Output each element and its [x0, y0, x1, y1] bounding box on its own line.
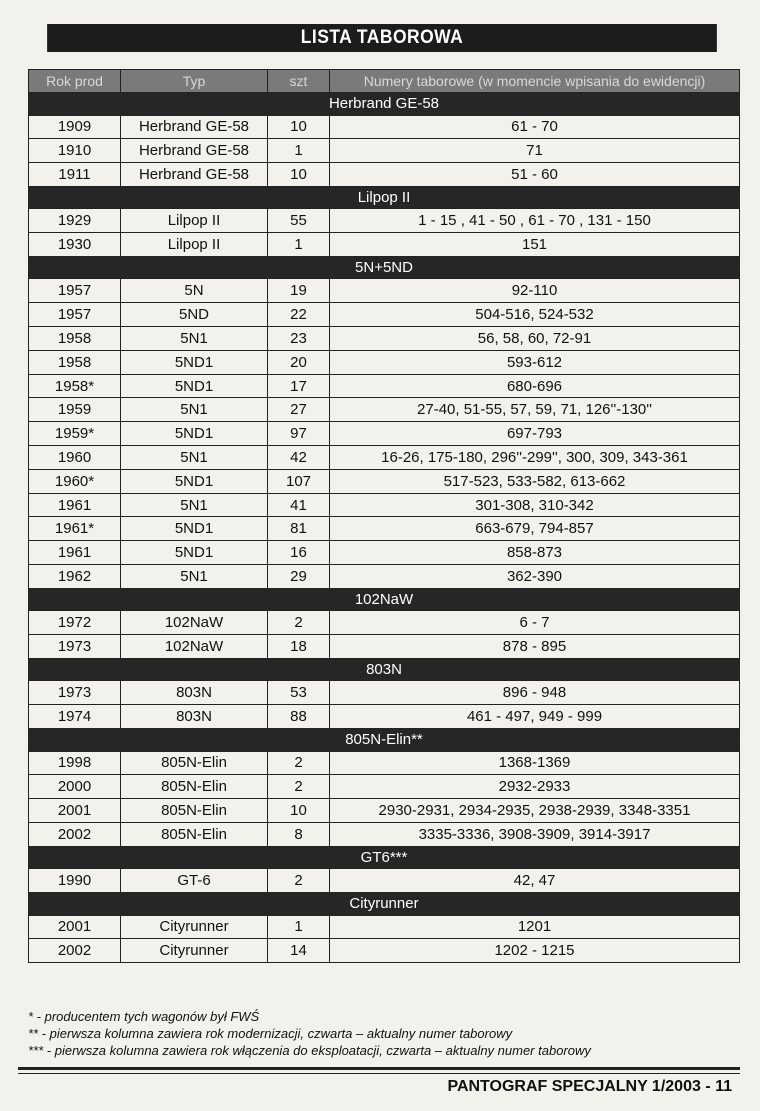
cell-count: 8 — [268, 822, 330, 846]
cell-count: 18 — [268, 635, 330, 659]
cell-numbers: 151 — [330, 233, 740, 257]
table-row — [29, 565, 740, 589]
cell-year: 1960 — [29, 446, 121, 470]
table-row — [29, 303, 740, 327]
cell-count: 22 — [268, 303, 330, 327]
group-title: Cityrunner — [29, 893, 740, 916]
cell-type: 102NaW — [121, 635, 268, 659]
table-row — [29, 327, 740, 351]
cell-year: 1959* — [29, 422, 121, 446]
cell-type: 803N — [121, 705, 268, 729]
group-title: GT6*** — [29, 846, 740, 869]
cell-type: 5N — [121, 279, 268, 303]
cell-type: 805N-Elin — [121, 822, 268, 846]
cell-type: 5N1 — [121, 398, 268, 422]
cell-type: 5N1 — [121, 493, 268, 517]
cell-numbers: 2930-2931, 2934-2935, 2938-2939, 3348-3351 — [330, 799, 740, 823]
cell-type: 102NaW — [121, 611, 268, 635]
roster-table — [28, 69, 740, 963]
cell-type: Lilpop II — [121, 233, 268, 257]
group-header-row — [29, 588, 740, 611]
cell-count: 88 — [268, 705, 330, 729]
cell-year: 1910 — [29, 139, 121, 163]
cell-year: 1930 — [29, 233, 121, 257]
cell-type: 5N1 — [121, 565, 268, 589]
group-header-row — [29, 658, 740, 681]
table-row — [29, 209, 740, 233]
table-row — [29, 422, 740, 446]
cell-year: 1973 — [29, 681, 121, 705]
cell-type: 5ND1 — [121, 517, 268, 541]
cell-count: 1 — [268, 915, 330, 939]
cell-count: 10 — [268, 163, 330, 187]
table-row — [29, 233, 740, 257]
header-row — [29, 70, 740, 93]
cell-numbers: 71 — [330, 139, 740, 163]
group-title: 803N — [29, 658, 740, 681]
footnotes — [28, 1008, 738, 1059]
cell-year: 1990 — [29, 869, 121, 893]
table-row — [29, 681, 740, 705]
cell-count: 16 — [268, 541, 330, 565]
cell-count: 42 — [268, 446, 330, 470]
cell-year: 2001 — [29, 799, 121, 823]
cell-type: 805N-Elin — [121, 799, 268, 823]
table-row — [29, 751, 740, 775]
page-footer: PANTOGRAF SPECJALNY 1/2003 - 11 — [447, 1078, 732, 1095]
cell-count: 41 — [268, 493, 330, 517]
cell-year: 1929 — [29, 209, 121, 233]
cell-numbers: 1202 - 1215 — [330, 939, 740, 963]
cell-count: 14 — [268, 939, 330, 963]
cell-count: 1 — [268, 233, 330, 257]
cell-year: 1961* — [29, 517, 121, 541]
cell-numbers: 896 - 948 — [330, 681, 740, 705]
cell-numbers: 697-793 — [330, 422, 740, 446]
group-title: 5N+5ND — [29, 256, 740, 279]
cell-year: 1973 — [29, 635, 121, 659]
cell-year: 1958* — [29, 374, 121, 398]
header-count: szt — [268, 70, 330, 93]
cell-type: 803N — [121, 681, 268, 705]
cell-numbers: 16-26, 175-180, 296''-299'', 300, 309, 343-361 — [330, 446, 740, 470]
cell-numbers: 517-523, 533-582, 613-662 — [330, 469, 740, 493]
cell-numbers: 51 - 60 — [330, 163, 740, 187]
footnote: * - producentem tych wagonów był FWŚ — [28, 1009, 260, 1024]
cell-year: 1974 — [29, 705, 121, 729]
cell-year: 1960* — [29, 469, 121, 493]
group-title: 102NaW — [29, 588, 740, 611]
cell-numbers: 3335-3336, 3908-3909, 3914-3917 — [330, 822, 740, 846]
table-row — [29, 541, 740, 565]
cell-year: 1962 — [29, 565, 121, 589]
cell-year: 1957 — [29, 279, 121, 303]
table-row — [29, 611, 740, 635]
group-header-row — [29, 893, 740, 916]
cell-numbers: 663-679, 794-857 — [330, 517, 740, 541]
table-row — [29, 398, 740, 422]
table-row — [29, 493, 740, 517]
cell-type: Herbrand GE-58 — [121, 163, 268, 187]
cell-type: 5ND1 — [121, 374, 268, 398]
cell-numbers: 1201 — [330, 915, 740, 939]
footnote: ** - pierwsza kolumna zawiera rok modernizacji, czwarta – aktualny numer taborowy — [28, 1026, 513, 1041]
cell-numbers: 92-110 — [330, 279, 740, 303]
group-header-row — [29, 729, 740, 752]
cell-year: 2002 — [29, 939, 121, 963]
cell-type: 5ND1 — [121, 469, 268, 493]
divider — [18, 1067, 740, 1070]
cell-count: 55 — [268, 209, 330, 233]
cell-count: 53 — [268, 681, 330, 705]
table-row — [29, 915, 740, 939]
cell-numbers: 2932-2933 — [330, 775, 740, 799]
cell-numbers: 56, 58, 60, 72-91 — [330, 327, 740, 351]
cell-count: 27 — [268, 398, 330, 422]
table-row — [29, 775, 740, 799]
group-title: 805N-Elin** — [29, 729, 740, 752]
roster-body — [29, 93, 740, 963]
cell-year: 1998 — [29, 751, 121, 775]
table-row — [29, 517, 740, 541]
group-title: Herbrand GE-58 — [29, 93, 740, 116]
cell-type: 805N-Elin — [121, 775, 268, 799]
table-row — [29, 279, 740, 303]
cell-year: 1957 — [29, 303, 121, 327]
cell-type: GT-6 — [121, 869, 268, 893]
cell-count: 10 — [268, 115, 330, 139]
cell-numbers: 878 - 895 — [330, 635, 740, 659]
cell-count: 2 — [268, 775, 330, 799]
cell-numbers: 1368-1369 — [330, 751, 740, 775]
cell-year: 2002 — [29, 822, 121, 846]
cell-numbers: 680-696 — [330, 374, 740, 398]
cell-year: 1961 — [29, 493, 121, 517]
page-title: LISTA TABOROWA — [47, 24, 717, 52]
cell-year: 2000 — [29, 775, 121, 799]
cell-type: Lilpop II — [121, 209, 268, 233]
table-row — [29, 635, 740, 659]
cell-numbers: 27-40, 51-55, 57, 59, 71, 126''-130'' — [330, 398, 740, 422]
group-title: Lilpop II — [29, 186, 740, 209]
cell-count: 10 — [268, 799, 330, 823]
cell-numbers: 362-390 — [330, 565, 740, 589]
cell-type: 5ND1 — [121, 541, 268, 565]
cell-type: Herbrand GE-58 — [121, 139, 268, 163]
cell-type: Herbrand GE-58 — [121, 115, 268, 139]
divider — [18, 1073, 740, 1074]
table-row — [29, 469, 740, 493]
table-row — [29, 115, 740, 139]
cell-type: 5ND1 — [121, 422, 268, 446]
cell-count: 97 — [268, 422, 330, 446]
cell-type: 5ND1 — [121, 350, 268, 374]
cell-numbers: 6 - 7 — [330, 611, 740, 635]
cell-count: 2 — [268, 869, 330, 893]
group-header-row — [29, 186, 740, 209]
table-row — [29, 350, 740, 374]
cell-year: 1972 — [29, 611, 121, 635]
cell-year: 1958 — [29, 327, 121, 351]
cell-type: Cityrunner — [121, 939, 268, 963]
cell-numbers: 301-308, 310-342 — [330, 493, 740, 517]
cell-year: 1959 — [29, 398, 121, 422]
table-row — [29, 822, 740, 846]
cell-count: 19 — [268, 279, 330, 303]
group-header-row — [29, 93, 740, 116]
table-row — [29, 799, 740, 823]
cell-numbers: 61 - 70 — [330, 115, 740, 139]
cell-count: 2 — [268, 751, 330, 775]
cell-type: 5N1 — [121, 327, 268, 351]
header-type: Typ — [121, 70, 268, 93]
table-row — [29, 869, 740, 893]
table-row — [29, 163, 740, 187]
cell-year: 2001 — [29, 915, 121, 939]
cell-type: 5ND — [121, 303, 268, 327]
cell-type: 5N1 — [121, 446, 268, 470]
footnote: *** - pierwsza kolumna zawiera rok włączenia do eksploatacji, czwarta – aktualny numer taborowy — [28, 1043, 591, 1058]
table-row — [29, 939, 740, 963]
cell-count: 17 — [268, 374, 330, 398]
table-row — [29, 139, 740, 163]
table-row — [29, 374, 740, 398]
cell-numbers: 42, 47 — [330, 869, 740, 893]
group-header-row — [29, 256, 740, 279]
cell-count: 2 — [268, 611, 330, 635]
header-numbers: Numery taborowe (w momencie wpisania do ewidencji) — [330, 70, 740, 93]
cell-year: 1958 — [29, 350, 121, 374]
cell-count: 107 — [268, 469, 330, 493]
header-year: Rok prod — [29, 70, 121, 93]
cell-numbers: 461 - 497, 949 - 999 — [330, 705, 740, 729]
table-row — [29, 446, 740, 470]
cell-year: 1911 — [29, 163, 121, 187]
cell-numbers: 504-516, 524-532 — [330, 303, 740, 327]
cell-count: 1 — [268, 139, 330, 163]
cell-count: 23 — [268, 327, 330, 351]
cell-year: 1909 — [29, 115, 121, 139]
table-row — [29, 705, 740, 729]
cell-count: 81 — [268, 517, 330, 541]
cell-type: 805N-Elin — [121, 751, 268, 775]
cell-year: 1961 — [29, 541, 121, 565]
cell-numbers: 858-873 — [330, 541, 740, 565]
cell-count: 29 — [268, 565, 330, 589]
group-header-row — [29, 846, 740, 869]
cell-count: 20 — [268, 350, 330, 374]
cell-type: Cityrunner — [121, 915, 268, 939]
cell-numbers: 1 - 15 , 41 - 50 , 61 - 70 , 131 - 150 — [330, 209, 740, 233]
cell-numbers: 593-612 — [330, 350, 740, 374]
